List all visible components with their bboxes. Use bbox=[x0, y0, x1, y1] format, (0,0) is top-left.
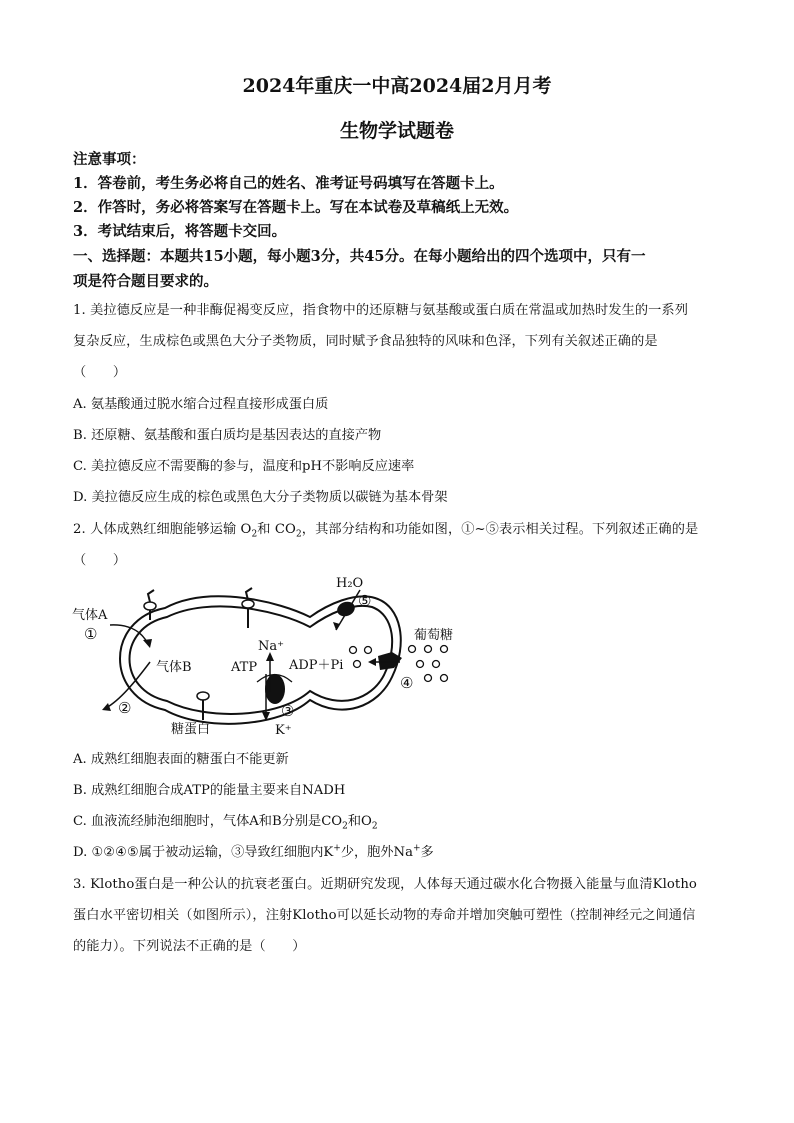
rbc-diagram bbox=[70, 572, 470, 742]
question-2-option-b: B. 成熟红细胞合成ATP的能量主要来自NADH bbox=[73, 783, 346, 798]
glycoprotein-icon bbox=[197, 692, 209, 720]
question-1-option-b: B. 还原糖、氨基酸和蛋白质均是基因表达的直接产物 bbox=[73, 428, 382, 443]
section-heading: 一、选择题：本题共15小题，每小题3分，共45分。在每小题给出的四个选项中，只有一 bbox=[73, 248, 646, 265]
question-1-text: 1. 美拉德反应是一种非酶促褐变反应，指食物中的还原糖与氨基酸或蛋白质在常温或加热时发生的一系列 bbox=[73, 303, 689, 318]
gas-a-label: 气体A bbox=[72, 608, 108, 623]
gas-a-arrow bbox=[110, 625, 148, 644]
question-2-blank: （ ） bbox=[73, 553, 127, 568]
notice-item: 2．作答时，务必将答案写在答题卡上。写在本试卷及草稿纸上无效。 bbox=[73, 199, 519, 216]
question-1-option-a: A. 氨基酸通过脱水缩合过程直接形成蛋白质 bbox=[73, 397, 329, 412]
page-subtitle: 生物学试题卷 bbox=[339, 120, 454, 142]
atp-label: ATP bbox=[231, 660, 258, 675]
question-2-text: 2. 人体成熟红细胞能够运输 $O_2$和 $CO_2$，其部分结构和功能如图，①~⑤表示相关过程。下列叙述正确的是 bbox=[73, 522, 699, 540]
glucose-molecules bbox=[350, 646, 448, 682]
na-label: Na⁺ bbox=[258, 639, 284, 654]
label-2: ② bbox=[118, 699, 132, 717]
notice-item: 3．考试结束后，将答题卡交回。 bbox=[73, 223, 287, 240]
aquaporin-icon bbox=[333, 590, 360, 630]
question-1-blank: （ ） bbox=[73, 365, 127, 380]
question-2-option-c: C. 血液流经肺泡细胞时，气体A和B分别是$CO_2$和$O_2$ bbox=[73, 814, 378, 832]
question-2-option-d: D. ①②④⑤属于被动运输，③导致红细胞内K+少，胞外Na+多 bbox=[73, 843, 434, 860]
notice-item: 1．答卷前，考生务必将自己的姓名、准考证号码填写在答题卡上。 bbox=[73, 175, 504, 192]
glucose-label: 葡萄糖 bbox=[414, 628, 454, 643]
question-1-option-c: C. 美拉德反应不需要酶的参与，温度和pH不影响反应速率 bbox=[73, 459, 415, 474]
question-3-text: 蛋白水平密切相关（如图所示），注射Klotho可以延长动物的寿命并增加突触可塑性（控制神经元之间通信 bbox=[73, 908, 696, 923]
label-4: ④ bbox=[400, 674, 414, 692]
gas-b-label: 气体B bbox=[156, 660, 192, 675]
question-1-option-d: D. 美拉德反应生成的棕色或黑色大分子类物质以碳链为基本骨架 bbox=[73, 490, 448, 505]
k-label: K⁺ bbox=[275, 723, 292, 738]
question-3-text: 的能力）。下列说法不正确的是（ ） bbox=[73, 939, 306, 954]
label-1: ① bbox=[84, 625, 98, 643]
label-5: ⑤ bbox=[358, 592, 372, 610]
section-heading-cont: 项是符合题目要求的。 bbox=[73, 273, 218, 290]
water-label: H₂O bbox=[336, 576, 364, 591]
glycoprotein-label: 糖蛋白 bbox=[171, 722, 211, 737]
page-title: 2024年重庆一中高2024届2月月考 bbox=[242, 75, 552, 97]
label-3: ③ bbox=[281, 702, 295, 720]
adp-label: ADP＋Pi bbox=[289, 658, 344, 673]
question-1-text: 复杂反应，生成棕色或黑色大分子类物质，同时赋予食品独特的风味和色泽，下列有关叙述正确的是 bbox=[73, 334, 658, 349]
notice-heading: 注意事项： bbox=[73, 151, 146, 168]
question-2-option-a: A. 成熟红细胞表面的糖蛋白不能更新 bbox=[73, 752, 289, 767]
question-3-text: 3. Klotho蛋白是一种公认的抗衰老蛋白。近期研究发现，人体每天通过碳水化合物摄入能量与血清Klotho bbox=[73, 877, 697, 892]
